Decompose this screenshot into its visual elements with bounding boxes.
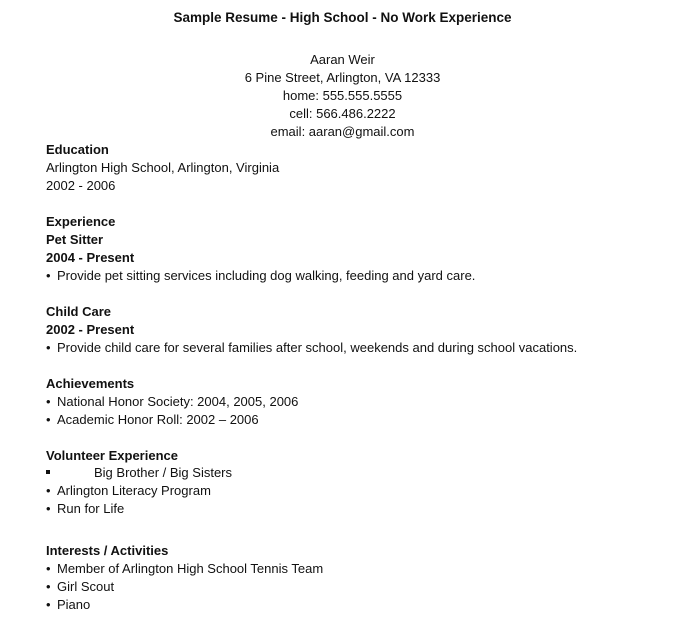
contact-cell-phone: cell: 566.486.2222 [289,106,396,121]
job-dates: 2002 - Present [46,322,135,337]
list-item-text: Academic Honor Roll: 2002 – 2006 [57,412,259,427]
section-heading-volunteer: Volunteer Experience [46,448,178,463]
section-heading-interests: Interests / Activities [46,543,169,558]
contact-name: Aaran Weir [310,52,375,67]
section-heading-education: Education [46,142,109,157]
contact-email: email: aaran@gmail.com [270,124,415,139]
list-item [46,482,211,500]
bullet-icon: • [46,597,51,612]
bullet-icon: • [46,394,51,409]
job-title: Pet Sitter [46,232,104,247]
list-item [46,578,114,596]
job-title: Child Care [46,304,112,319]
list-item-text: Piano [57,597,91,612]
bullet-icon: • [46,268,51,283]
job-dates: 2004 - Present [46,250,135,265]
list-item-text: Arlington Literacy Program [57,483,211,498]
bullet-icon: • [46,340,51,355]
list-item [46,393,298,411]
list-item [46,411,259,429]
list-item-text: Big Brother / Big Sisters [94,465,232,480]
list-item [46,339,577,357]
section-heading-achievements: Achievements [46,376,135,391]
bullet-icon: • [46,483,51,498]
list-item-text: National Honor Society: 2004, 2005, 2006 [57,394,299,409]
list-item-text: Run for Life [57,501,125,516]
square-bullet-icon [46,470,50,474]
section-heading-experience: Experience [46,214,116,229]
education-school: Arlington High School, Arlington, Virginia [46,160,280,175]
list-item [46,464,232,482]
list-item-text: Girl Scout [57,579,115,594]
list-item [46,596,90,614]
contact-home-phone: home: 555.555.5555 [282,88,403,103]
bullet-icon: • [46,412,51,427]
list-item [46,500,124,518]
list-item-text: Provide child care for several families after school, weekends and during school vacations. [57,340,578,355]
list-item [46,267,475,285]
bullet-icon: • [46,561,51,576]
document-title: Sample Resume - High School - No Work Experience [173,10,512,25]
bullet-icon: • [46,579,51,594]
list-item-text: Provide pet sitting services including dog walking, feeding and yard care. [57,268,476,283]
bullet-icon: • [46,501,51,516]
list-item-text: Member of Arlington High School Tennis Team [57,561,324,576]
list-item [46,560,323,578]
contact-address: 6 Pine Street, Arlington, VA 12333 [244,70,441,85]
education-years: 2002 - 2006 [46,178,116,193]
